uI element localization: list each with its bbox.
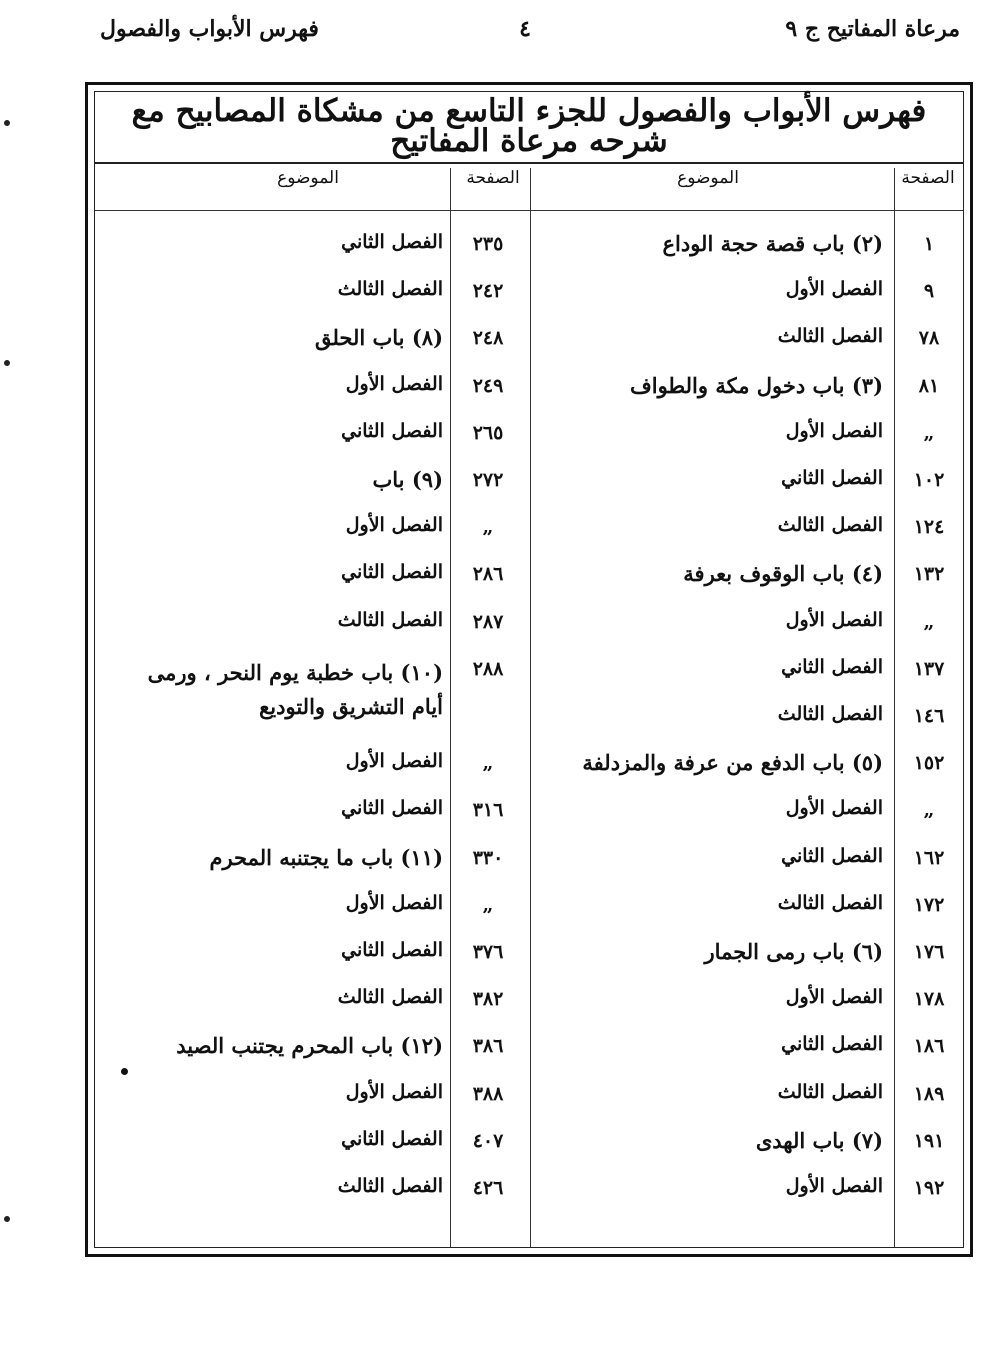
index-entry (95, 841, 963, 881)
entry-topic: الفصل الأول (785, 986, 883, 1009)
index-entry (95, 510, 963, 550)
entry-page-number: ٢٤٩ (472, 374, 504, 397)
entry-topic: (٦) باب رمى الجمار (704, 939, 883, 964)
entry-topic: الفصل الثاني (341, 419, 443, 442)
entry-page-number: ١٧٨ (913, 988, 945, 1011)
margin-mark (4, 1216, 10, 1222)
index-entry (95, 935, 963, 975)
entry-page-number: „ (923, 421, 935, 444)
margin-mark (4, 360, 10, 366)
entry-page-number: „ (482, 752, 494, 775)
entry-page-number: ٢٧٢ (472, 469, 504, 491)
entry-page-number: ٧٨ (918, 327, 940, 350)
entry-topic: (١١) باب ما يجتنبه المحرم (209, 844, 443, 870)
index-table-frame (85, 82, 973, 1257)
entry-page-number: ٣٨٦ (472, 1035, 504, 1058)
index-entry (95, 982, 963, 1022)
index-entry (95, 1029, 963, 1069)
entry-page-number: ٨١ (918, 374, 940, 397)
index-entry (95, 605, 963, 645)
entry-topic: الفصل الثاني (781, 844, 883, 867)
index-entry (95, 274, 963, 314)
index-entry (95, 463, 963, 503)
entry-topic: الفصل الأول (345, 1080, 443, 1103)
entry-page-number: „ (923, 610, 935, 633)
entry-page-number: ٢٨٦ (472, 563, 504, 586)
entry-topic: الفصل الثالث (777, 325, 883, 348)
entry-page-number: ١٣٧ (913, 657, 945, 680)
entry-page-number: ٢٤٨ (472, 327, 504, 350)
entry-topic: الفصل الثاني (341, 561, 443, 584)
entry-topic: الفصل الأول (345, 891, 443, 914)
index-table (94, 91, 964, 1248)
entry-page-number: ١٩١ (913, 1129, 945, 1152)
entry-page-number: ٤٠٧ (472, 1129, 504, 1152)
entry-page-number: ٢٨٨ (472, 657, 504, 680)
right-topic-header: الموضوع (677, 168, 739, 188)
index-entry (95, 746, 963, 786)
entry-page-number: ٢٦٥ (472, 421, 504, 444)
entry-page-number: ١٧٦ (913, 941, 945, 963)
entry-topic: الفصل الثالث (337, 986, 443, 1009)
entry-topic: الفصل الثاني (341, 797, 443, 820)
entry-topic: الفصل الثالث (337, 1175, 443, 1197)
entry-topic: الفصل الثالث (777, 1080, 883, 1103)
entry-topic: (٨) باب الحلق (314, 325, 443, 351)
entry-topic: الفصل الثاني (341, 939, 443, 961)
entry-page-number: ١٨٦ (913, 1035, 945, 1058)
entry-topic: الفصل الثالث (337, 278, 443, 301)
header-divider (95, 210, 963, 211)
margin-mark (4, 120, 10, 126)
index-entry (95, 793, 963, 833)
entry-page-number: „ (923, 799, 935, 822)
left-page-header: الصفحة (466, 168, 520, 188)
entry-topic: (٩) باب (372, 467, 443, 492)
entry-topic: الفصل الثاني (341, 231, 443, 253)
entry-page-number: ٤٢٦ (472, 1177, 504, 1199)
entry-page-number: ١٤٦ (913, 705, 945, 727)
index-title: فهرس الأبواب والفصول للجزء التاسع من مشكاة المصابيح مع شرحه مرعاة المفاتيح (131, 93, 927, 159)
entry-page-number: ٣١٦ (472, 799, 504, 822)
entry-topic: الفصل الثاني (781, 1033, 883, 1056)
entry-topic: الفصل الثالث (337, 608, 443, 631)
entry-page-number: ١٧٢ (913, 893, 945, 916)
entry-topic: الفصل الأول (785, 1175, 883, 1197)
index-entry (95, 369, 963, 409)
entry-topic: الفصل الثاني (341, 1127, 443, 1150)
entry-topic: الفصل الأول (785, 278, 883, 301)
entry-topic: (١٢) باب المحرم يجتنب الصيد (176, 1033, 443, 1059)
index-entry (95, 227, 963, 267)
entry-topic: (٤) باب الوقوف بعرفة (683, 561, 883, 587)
entry-page-number: „ (482, 893, 494, 916)
section-title-header: فهرس الأبواب والفصول (100, 16, 319, 42)
entry-page-number: ١ (923, 233, 935, 255)
entry-topic: الفصل الثالث (777, 514, 883, 537)
entry-page-number: ١٣٢ (913, 563, 945, 586)
entry-topic: الفصل الأول (345, 372, 443, 395)
entry-topic: (٢) باب قصة حجة الوداع (662, 231, 883, 256)
entry-page-number: ٢٣٥ (472, 233, 504, 255)
index-entry (95, 416, 963, 456)
entry-page-number: ١٥٢ (913, 752, 945, 775)
entry-page-number: ١٨٩ (913, 1082, 945, 1105)
book-title-header: مرعاة المفاتيح ج ٩ (785, 16, 960, 42)
entry-page-number: ٢٤٢ (472, 280, 504, 303)
entry-topic: الفصل الأول (785, 797, 883, 820)
entry-topic: (٣) باب دخول مكة والطواف (629, 372, 883, 398)
entry-topic: الفصل الثاني (781, 655, 883, 678)
entry-topic: الفصل الأول (785, 419, 883, 442)
entry-page-number: „ (482, 516, 494, 539)
entry-topic: الفصل الثالث (777, 891, 883, 914)
page-number: ٤ (519, 16, 531, 42)
entry-topic: الفصل الأول (785, 608, 883, 631)
entry-page-number: ٣٣٠ (472, 846, 504, 869)
entry-topic: الفصل الأول (345, 750, 443, 773)
entry-topic: (٥) باب الدفع من عرفة والمزدلفة (582, 750, 883, 776)
title-divider (95, 162, 963, 164)
index-entry (95, 321, 963, 361)
left-topic-header: الموضوع (277, 168, 339, 188)
index-entry (95, 1171, 963, 1211)
entry-page-number: ١٦٢ (913, 846, 945, 869)
entry-page-number: ١٩٢ (913, 1177, 945, 1199)
index-entry (95, 557, 963, 597)
entry-topic: الفصل الأول (345, 514, 443, 537)
entry-page-number: ٣٧٦ (472, 941, 504, 963)
entry-topic: (٧) باب الهدى (755, 1127, 883, 1153)
index-entry (95, 888, 963, 928)
index-entry (95, 1077, 963, 1117)
entry-page-number: ١٠٢ (913, 469, 945, 491)
entry-topic: (١٠) باب خطبة يوم النحر ، ورمى أيام التشريق والتوديع (147, 659, 443, 719)
running-head (90, 12, 960, 52)
entry-topic: الفصل الثالث (777, 703, 883, 725)
entry-page-number: ٣٨٨ (472, 1082, 504, 1105)
entry-page-number: ٣٨٢ (472, 988, 504, 1011)
bullet-mark (121, 1068, 128, 1075)
index-entry (95, 1124, 963, 1164)
right-page-header: الصفحة (901, 168, 955, 188)
entry-page-number: ١٢٤ (913, 516, 945, 539)
entry-page-number: ٢٨٧ (472, 610, 504, 633)
entry-page-number: ٩ (923, 280, 935, 303)
entry-topic: الفصل الثاني (781, 467, 883, 489)
